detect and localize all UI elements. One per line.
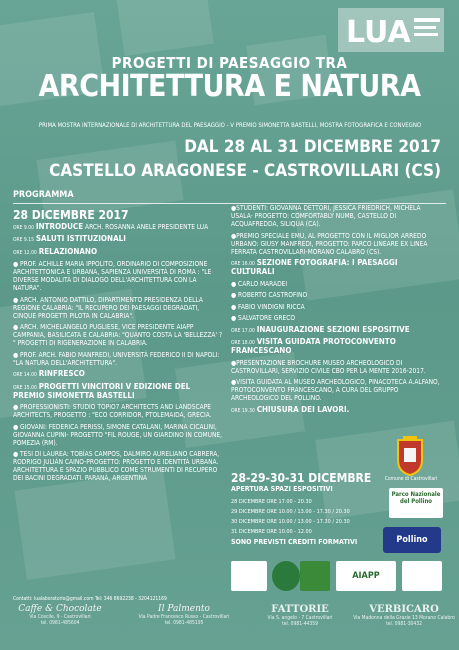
- program-item: [13, 235, 223, 244]
- program-label: PROGRAMMA: [13, 190, 74, 200]
- program-item: [13, 248, 223, 257]
- program-time: ORE 9.00: [13, 224, 34, 231]
- program-text: ● ROBERTO CASTROFINO: [231, 291, 308, 299]
- program-right-column: [231, 204, 443, 418]
- partner-logo-5: [402, 561, 442, 591]
- program-title: VISITA GUIDATA PROTOCONVENTO FRANCESCANO: [231, 337, 396, 355]
- bg-tile: [14, 470, 175, 580]
- day2-heading: 28-29-30-31 DICEMBRE: [231, 471, 372, 485]
- title-line-1: PROGETTI DI PAESAGGIO TRA: [111, 54, 348, 72]
- schedule-line: 28 DICEMBRE ORE 17.00 - 20.30: [231, 499, 312, 505]
- program-item: [231, 204, 443, 228]
- program-item: [13, 260, 223, 292]
- program-text: ● PROF. ACHILLE MARIA IPPOLITO, ORDINARIO DI COMPOSIZIONE ARCHITETTONICA E URBANA, SAPIENZA UNIVERSITÀ DI ROMA : "LE DIVERSE MODALITÀ DI DIALOGO DELL'ARCHITETTURA CON LA NATURA".: [13, 260, 212, 292]
- program-text: ●STUDENTI: GIOVANNA DETTORI, JESSICA FRIEDRICH, MICHELA USALA- PROGETTO: COMFORTABLY NUMB, CASTELLO DI ACQUAFREDDA, SILIQUA (CA).: [231, 204, 421, 228]
- sponsor-2: [126, 604, 242, 626]
- program-time: ORE 15.00: [13, 384, 37, 391]
- sponsor-address: Via S. angelo - 7 Castrovillari: [267, 615, 333, 621]
- sponsor-address: Via Coscile, 9 - Castrovillari: [29, 614, 91, 620]
- program-text: ● PROFESSIONISTI: STUDIO TOPIO7 ARCHITECTS AND LANDSCAPE ARCHITECTS, PROGETTO : "ECO CORRIDOR, PTOLEMAIDA, GRECIA.: [13, 403, 212, 419]
- program-title: RINFRESCO: [38, 369, 85, 378]
- credits-note: SONO PREVISTI CREDITI FORMATIVI: [231, 538, 358, 546]
- aiapp-logo: AIAPP: [336, 561, 396, 591]
- exhibit-schedule: [231, 497, 357, 547]
- program-item: [231, 291, 443, 299]
- program-item: [13, 223, 223, 232]
- program-left-column: [13, 208, 223, 486]
- program-text: ● SALVATORE GRECO: [231, 314, 296, 322]
- sponsor-phone: tel. 0981-485195: [164, 620, 204, 626]
- program-text: ● GIOVANI: FEDERICA PERISSI, SIMONE CATALANI, MARINA CICALINI, GIOVANNA CUPINI- PROGETTO "FIL ROUGE, UN GIARDINO IN COMUNE, POMEZIA (RM).: [13, 422, 223, 447]
- program-text: ● TESI DI LAUREA: TOBÍAS CAMPOS, DALMIRO AURELIANO CABRERA, RODRIGO JULIÁN CAINO-PROGETTO: PROGETTO E IDENTITÀ URBANA. ARCHITETTURA E SPAZIO PUBBLICO COME STRUMENTI DI RECUPERO DEI BACINI DEGRADATI. PARANÀ, ARGENTINA: [13, 450, 220, 482]
- program-title: INAUGURAZIONE SEZIONI ESPOSITIVE: [256, 324, 410, 334]
- comune-crest-icon: [395, 436, 425, 476]
- sponsor-name: VERBICARO: [369, 604, 439, 615]
- sponsor-address: Via Padre Francesco Russo - Castrovillari: [138, 614, 230, 620]
- program-text: ● PROF. ARCH. FABIO MANFREDI, UNIVERSITÀ FEDERICO II DI NAPOLI: "LA NATURA DELL'ARCHITETTURA".: [13, 350, 220, 367]
- program-text: ● FABIO VINDIGNI RICCA: [231, 302, 305, 311]
- program-text: ● CARLO MARADEI: [231, 279, 288, 288]
- program-item: [231, 280, 443, 288]
- program-time: ORE 19.30: [231, 407, 255, 414]
- partner-logo-1: [231, 561, 267, 591]
- program-title: RELAZIONANO: [38, 246, 98, 256]
- partner-logo-2: [272, 561, 300, 591]
- event-dates: DAL 28 AL 31 DICEMBRE 2017: [184, 137, 441, 157]
- program-item: [231, 406, 443, 415]
- lua-logo: [338, 8, 444, 52]
- event-venue: CASTELLO ARAGONESE - CASTROVILLARI (CS): [49, 161, 441, 181]
- program-item: [13, 351, 223, 367]
- comune-caption: Comune di Castrovillari: [384, 476, 438, 482]
- program-text: ●PRESENTAZIONE BROCHURE MUSEO ARCHEOLOGICO DI CASTROVILLARI, SERVIZIO CIVILE CBO PER LA MENTE 2016-2017.: [231, 358, 426, 375]
- program-item: [231, 378, 443, 402]
- sponsor-1: [12, 604, 108, 626]
- schedule-line: 29 DICEMBRE ORE 10.00 / 13.00 - 17.30 / 20.30: [231, 509, 350, 515]
- sponsor-3: [252, 604, 348, 627]
- lua-logo-text: LUA: [346, 15, 411, 50]
- program-item: [231, 232, 443, 256]
- sponsor-phone: tel. 0981-30432: [385, 621, 422, 627]
- program-time: ORE 12.00: [13, 249, 37, 256]
- program-item: [231, 314, 443, 322]
- program-text: ● ARCH. ANTONIO DATTILO, DIPARTIMENTO PRESIDENZA DELLA REGIONE CALABRIA: "IL RECUPERO DEI PAESAGGI DEGRADATI, CINQUE PROGETTI PILOTA IN CALABRIA".: [13, 295, 203, 320]
- program-item: [13, 403, 223, 419]
- partner-logo-3: [300, 561, 330, 591]
- program-title: PROGETTI VINCITORI V EDIZIONE DEL PREMIO SIMONETTA BASTELLI: [13, 381, 191, 400]
- program-time: ORE 17.00: [231, 327, 255, 334]
- program-time: ORE 9.15: [13, 237, 34, 243]
- program-item: [231, 338, 443, 355]
- program-title: SALUTI ISTITUZIONALI: [35, 234, 126, 243]
- program-item: [231, 326, 443, 335]
- subtitle: PRIMA MOSTRA INTERNAZIONALE DI ARCHITETTURA DEL PAESAGGIO - V PREMIO SIMONETTA BASTELLI, MOSTRA FOTOGRAFICA E CONVEGNO: [38, 122, 422, 129]
- contact-info: Contatti: lualaboratorio@gmail.com Tel: 346 8692238 - 3204121169: [13, 596, 167, 602]
- program-time: ORE 16.00: [231, 261, 255, 267]
- sponsor-4: [352, 604, 456, 627]
- sponsor-phone: tel. 0981-485604: [40, 620, 80, 626]
- program-text: ● ARCH. MICHELANGELO PUGLIESE, VICE PRESIDENTE AIAPP CAMPANIA, BASILICATA E CALABRIA: "QUANTO COSTA LA 'BELLEZZA' ? " PROGETTI DI RIGENERAZIONE IN CALABRIA.: [13, 323, 223, 347]
- program-title: CHIUSURA DEI LAVORI.: [256, 404, 350, 414]
- program-time: ORE 14.00: [13, 372, 37, 378]
- sponsor-name: Il Palmento: [158, 604, 210, 614]
- pollino-logo: Pollino: [383, 527, 441, 553]
- bg-tile: [116, 0, 213, 56]
- program-text: ●VISITA GUIDATA AL MUSEO ARCHEOLOGICO, PINACOTECA A.ALFANO, PROTOCONVENTO FRANCESCANO, A CURA DEL GRUPPO ARCHEOLOGICO DEL POLLINO.: [231, 378, 440, 402]
- day2-subheading: APERTURA SPAZI ESPOSITIVI: [231, 485, 333, 493]
- program-item: [13, 423, 223, 447]
- program-item: [13, 323, 223, 347]
- program-item: [231, 303, 443, 311]
- sponsor-name: Caffe & Chocolate: [18, 604, 102, 614]
- program-time: ORE 18.00: [231, 340, 255, 346]
- program-title: SEZIONE FOTOGRAFIA: I PAESAGGI CULTURALI: [231, 258, 398, 276]
- program-item: [13, 450, 223, 482]
- program-title: INTRODUCE: [35, 221, 84, 231]
- schedule-line: 31 DICEMBRE ORE 10.00 - 12.00: [231, 529, 312, 535]
- program-item: [231, 259, 443, 276]
- program-item: [231, 359, 443, 375]
- title-line-2: ARCHITETTURA E NATURA: [38, 69, 421, 104]
- sponsor-phone: tel. 0981-44359: [281, 621, 318, 627]
- program-item: [13, 370, 223, 379]
- program-text: ●PREMIO SPECIALE EMU, AL PROGETTO CON IL MIGLIOR ARREDO URBANO: GIUSY MANFREDI, PROGETTO: PARCO LINEARE EX LINEA FERRATA CASTROVILLARI-MORANO CALABRO (CS).: [231, 231, 428, 256]
- program-text: ARCH. ROSANNA ANELE PRESIDENTE LUA: [85, 222, 209, 231]
- sponsor-address: Via Madonna della Grazie 13 Morano Calabro: [353, 615, 455, 621]
- schedule-line: 30 DICEMBRE ORE 10.00 / 13.00 - 17.30 / 20.30: [231, 519, 350, 525]
- sponsor-name: FATTORIE: [271, 604, 329, 615]
- program-item: [13, 383, 223, 400]
- day1-heading: 28 DICEMBRE 2017: [13, 208, 129, 222]
- parco-logo: Parco Nazionale del Pollino: [389, 488, 443, 518]
- program-item: [13, 296, 223, 320]
